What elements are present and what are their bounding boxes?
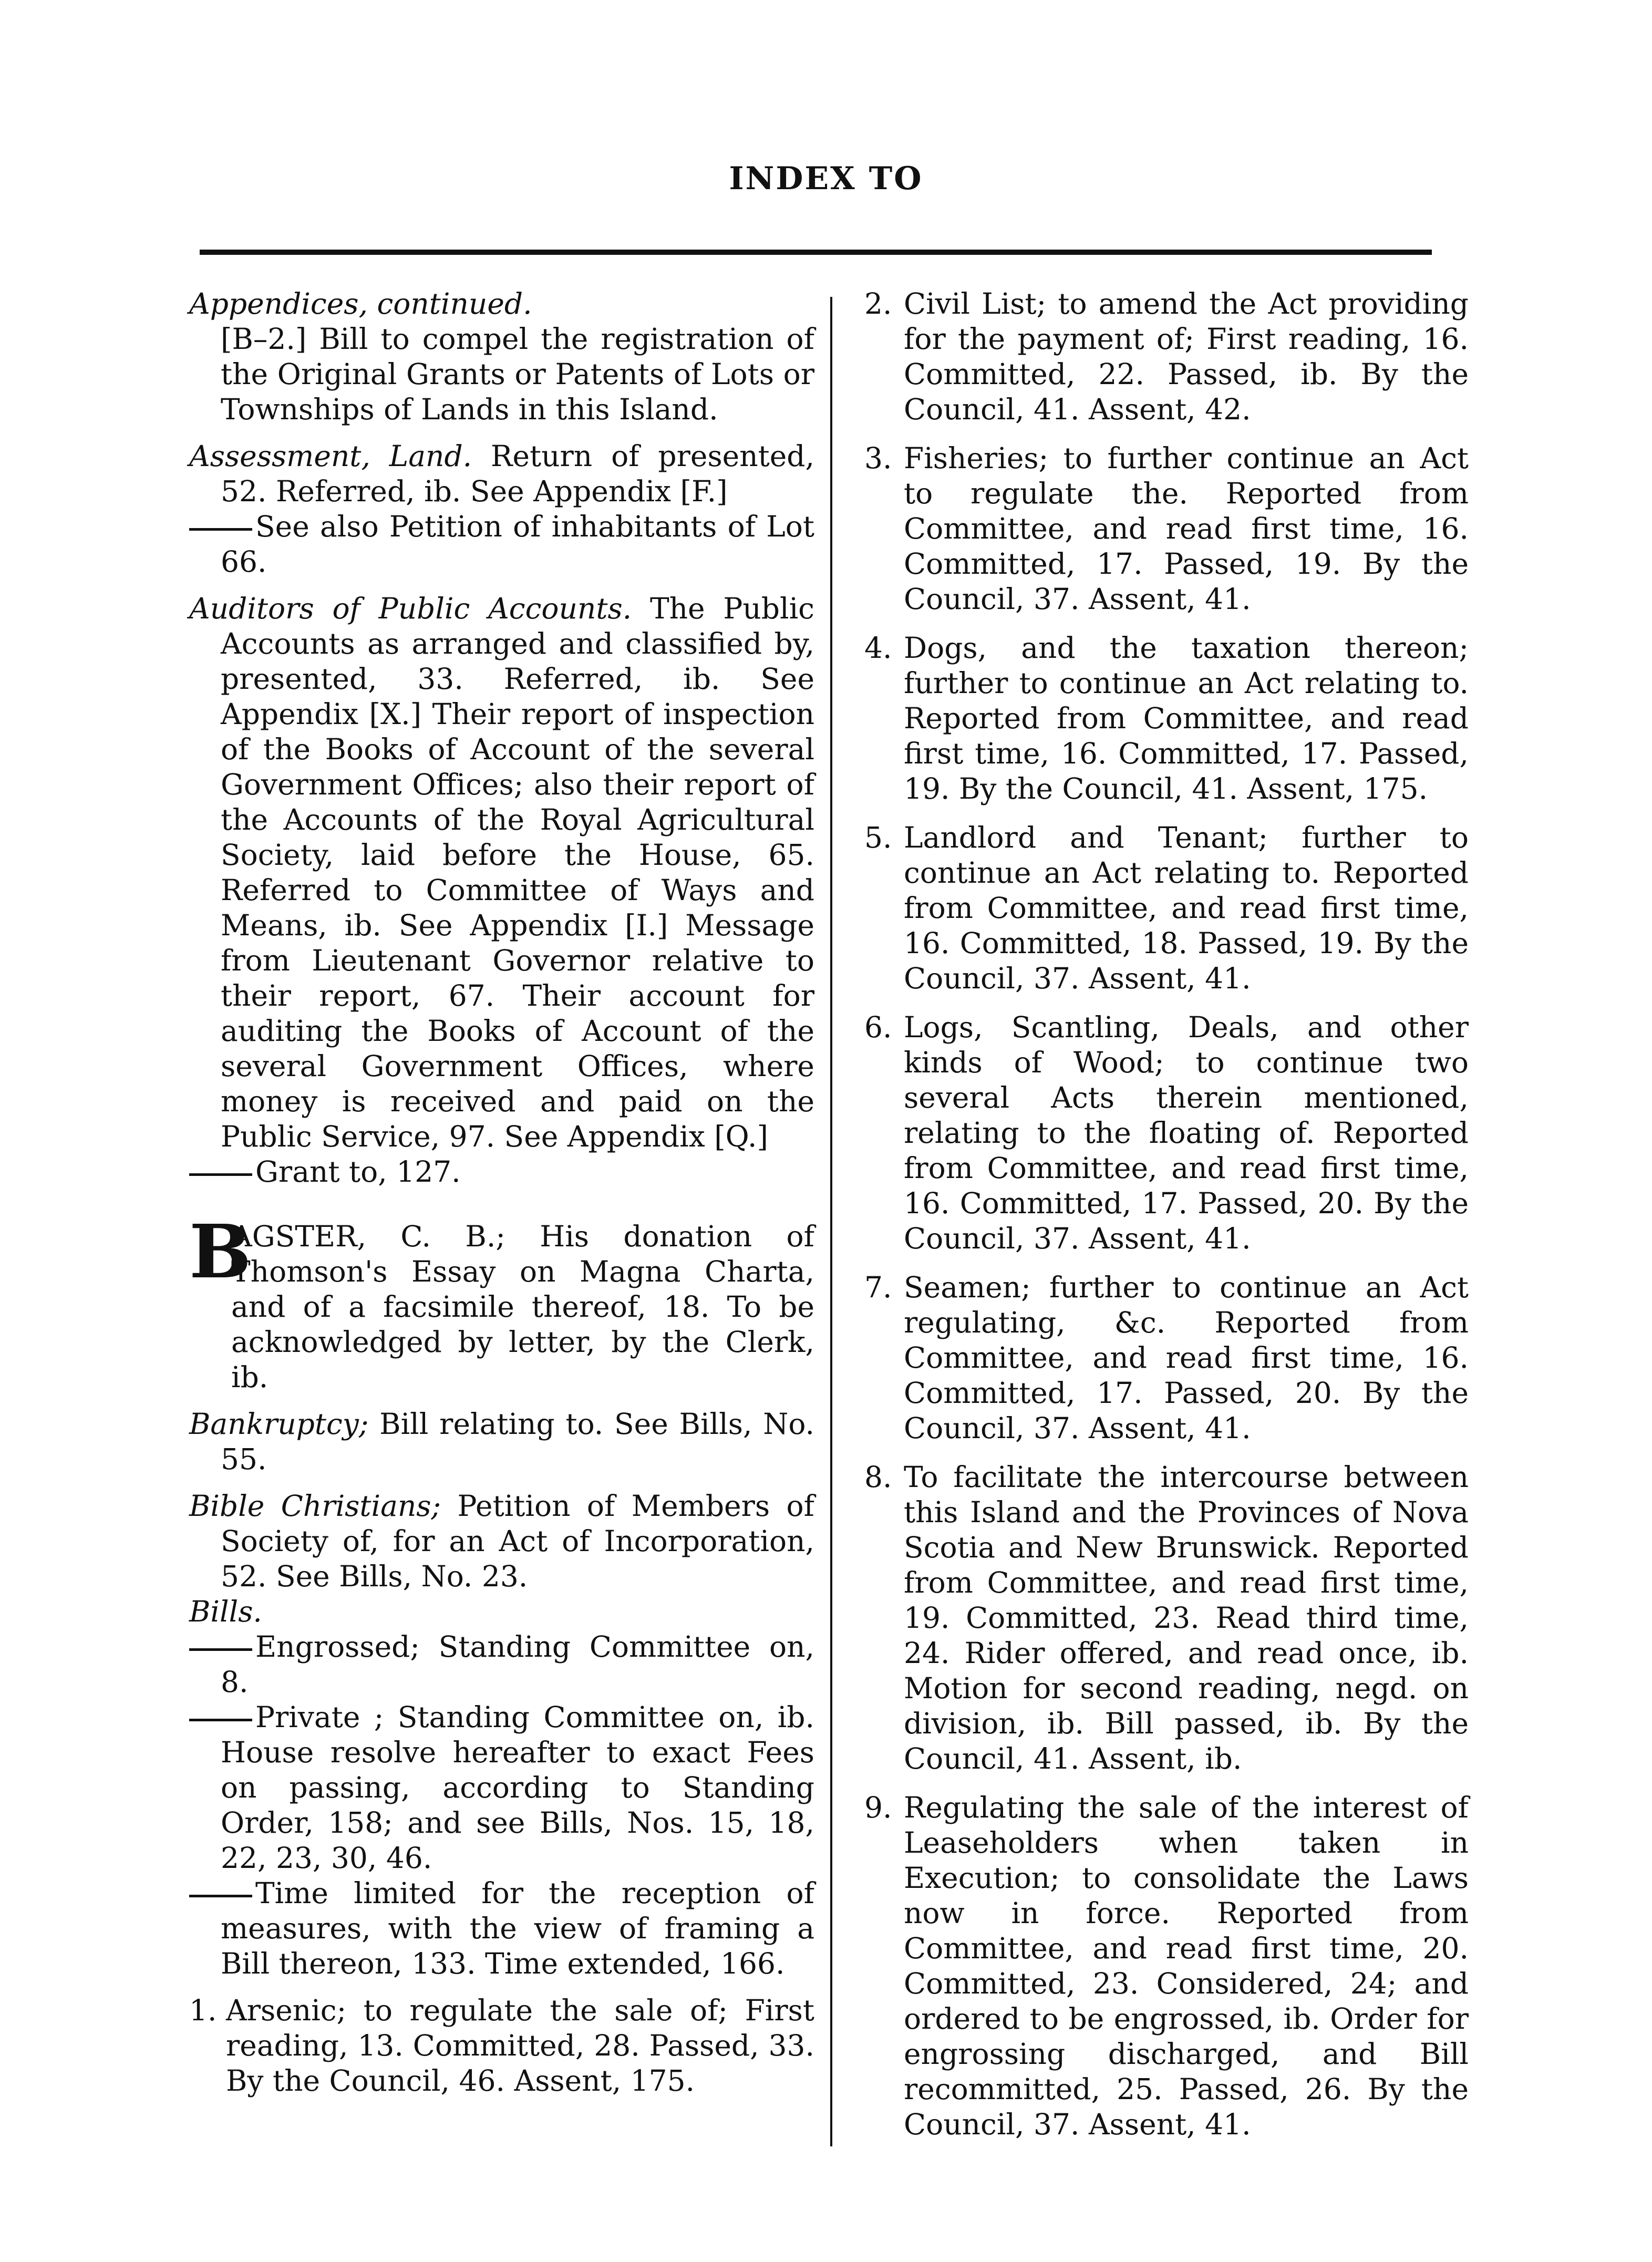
bankruptcy-text: Bill relating to. See Bills, No. 55. <box>221 1407 814 1476</box>
assessment-see-also <box>189 509 814 580</box>
bill-text: Regulating the sale of the interest of Leaseholders when taken in Execution; to consolidate the Laws now in force. Reported from Committee, and read first time, 20. Committed, 23. Considered, 24; and ordered to be engrossed, ib. Order for engrossing discharged, and Bill recommitted, 25. Passed, 26. By the Council, 37. Assent, 41. <box>904 1791 1469 2141</box>
bill-item-4 <box>864 631 1469 807</box>
dash-rule <box>189 528 252 531</box>
bagster-heading: AGSTER, C. B.; <box>231 1220 505 1253</box>
bill-item-5 <box>864 820 1469 996</box>
bills-engrossed <box>189 1629 814 1700</box>
appendix-b2-entry: [B–2.] Bill to compel the registration of the Original Grants or Patents of Lots or Townships of Lands in this Island. <box>221 322 814 426</box>
bill-item-6 <box>864 1010 1469 1256</box>
bill-number: 2. <box>864 287 892 321</box>
bill-item-8 <box>864 1460 1469 1776</box>
bill-number: 5. <box>864 821 892 854</box>
bills-time-limited <box>189 1876 814 1981</box>
bill-item-2 <box>864 286 1469 427</box>
bill-number: 1. <box>189 1994 217 2027</box>
page-title: INDEX TO <box>729 160 923 197</box>
appendices-continued-heading: Appendices, continued. <box>189 287 532 321</box>
auditors-grant <box>189 1154 814 1190</box>
assessment-heading: Assessment, Land. <box>189 439 472 473</box>
bill-text: Fisheries; to further continue an Act to regulate the. Reported from Committee, and read first time, 16. Committed, 17. Passed, 19. By the Council, 37. Assent, 41. <box>904 441 1469 616</box>
column-divider <box>830 297 832 2146</box>
auditors-grant-text: Grant to, 127. <box>255 1155 461 1189</box>
bill-number: 3. <box>864 441 892 475</box>
bill-item-9 <box>864 1790 1469 2142</box>
bill-text: Dogs, and the taxation thereon; further to continue an Act relating to. Reported from Committee, and read first time, 16. Committed, 17. Passed, 19. By the Council, 41. Assent, 175. <box>904 631 1469 805</box>
assessment-text: Return of presented, 52. Referred, ib. See Appendix [F.] <box>221 439 814 508</box>
bill-text: To facilitate the intercourse between this Island and the Provinces of Nova Scotia and New Brunswick. Reported from Committee, and read first time, 19. Committed, 23. Read third time, 24. Rider offered, and read once, ib. Motion for second reading, negd. on division, ib. Bill passed, ib. By the Council, 41. Assent, ib. <box>904 1460 1469 1775</box>
auditors-text: The Public Accounts as arranged and classified by, presented, 33. Referred, ib. See Appendix [X.] Their report of inspection of the Books of Account of the several Government Offices; also their report of the Accounts of the Royal Agricultural Society, laid before the House, 65. Referred to Committee of Ways and Means, ib. See Appendix [I.] Message from Lieutenant Governor relative to their report, 67. Their account for auditing the Books of Account of the several Government Offices, where money is received and paid on the Public Service, 97. See Appendix [Q.] <box>221 592 814 1153</box>
assessment-entry <box>189 439 814 509</box>
assessment-see-also-text: See also Petition of inhabitants of Lot 66. <box>221 510 814 579</box>
dash-rule <box>189 1173 252 1176</box>
dash-rule <box>189 1719 252 1721</box>
bagster-text: His donation of Thomson's Essay on Magna Charta, and of a facsimile thereof, 18. To be acknowledged by letter, by the Clerk, ib. <box>231 1220 814 1394</box>
bill-number: 8. <box>864 1460 892 1494</box>
auditors-entry <box>189 591 814 1154</box>
bankruptcy-heading: Bankruptcy; <box>189 1407 369 1441</box>
dash-rule <box>189 1895 252 1897</box>
bankruptcy-entry <box>189 1407 814 1477</box>
bills-private-text: Private ; Standing Committee on, ib. House resolve hereafter to exact Fees on passing, according to Standing Order, 158; and see Bills, Nos. 15, 18, 22, 23, 30, 46. <box>221 1700 814 1875</box>
bill-text: Landlord and Tenant; further to continue an Act relating to. Reported from Committee, and read first time, 16. Committed, 18. Passed, 19. By the Council, 37. Assent, 41. <box>904 821 1469 995</box>
bill-item-1 <box>189 1993 814 2099</box>
bills-engrossed-text: Engrossed; Standing Committee on, 8. <box>221 1630 814 1699</box>
auditors-heading: Auditors of Public Accounts. <box>189 592 632 625</box>
bagster-entry <box>189 1209 814 1395</box>
bible-christians-heading: Bible Christians; <box>189 1489 441 1523</box>
bible-christians-entry <box>189 1489 814 1594</box>
bill-text: Logs, Scantling, Deals, and other kinds of Wood; to continue two several Acts therein mentioned, relating to the floating of. Reported from Committee, and read first time, 16. Committed, 17. Passed, 20. By the Council, 37. Assent, 41. <box>904 1010 1469 1255</box>
bill-number: 4. <box>864 631 892 665</box>
bills-private <box>189 1700 814 1876</box>
bill-text: Arsenic; to regulate the sale of; First reading, 13. Committed, 28. Passed, 33. By the Council, 46. Assent, 175. <box>226 1994 814 2098</box>
bible-christians-text: Petition of Members of Society of, for an Act of Incorporation, 52. See Bills, No. 23. <box>221 1489 814 1593</box>
bills-heading: Bills. <box>189 1595 262 1628</box>
bill-item-3 <box>864 441 1469 617</box>
left-column <box>189 286 814 2112</box>
drop-cap-letter: B <box>189 1209 252 1295</box>
bill-number: 9. <box>864 1791 892 1824</box>
bill-text: Seamen; further to continue an Act regulating, &c. Reported from Committee, and read first time, 16. Committed, 17. Passed, 20. By the Council, 37. Assent, 41. <box>904 1271 1469 1445</box>
dash-rule <box>189 1648 252 1651</box>
right-column <box>864 286 1469 2156</box>
bill-item-7 <box>864 1270 1469 1446</box>
header-rule <box>200 250 1432 255</box>
bills-time-limited-text: Time limited for the reception of measures, with the view of framing a Bill thereon, 133. Time extended, 166. <box>221 1876 814 1980</box>
bill-number: 6. <box>864 1010 892 1044</box>
bill-text: Civil List; to amend the Act providing for the payment of; First reading, 16. Committed, 22. Passed, ib. By the Council, 41. Assent, 42. <box>904 287 1469 426</box>
bill-number: 7. <box>864 1271 892 1304</box>
